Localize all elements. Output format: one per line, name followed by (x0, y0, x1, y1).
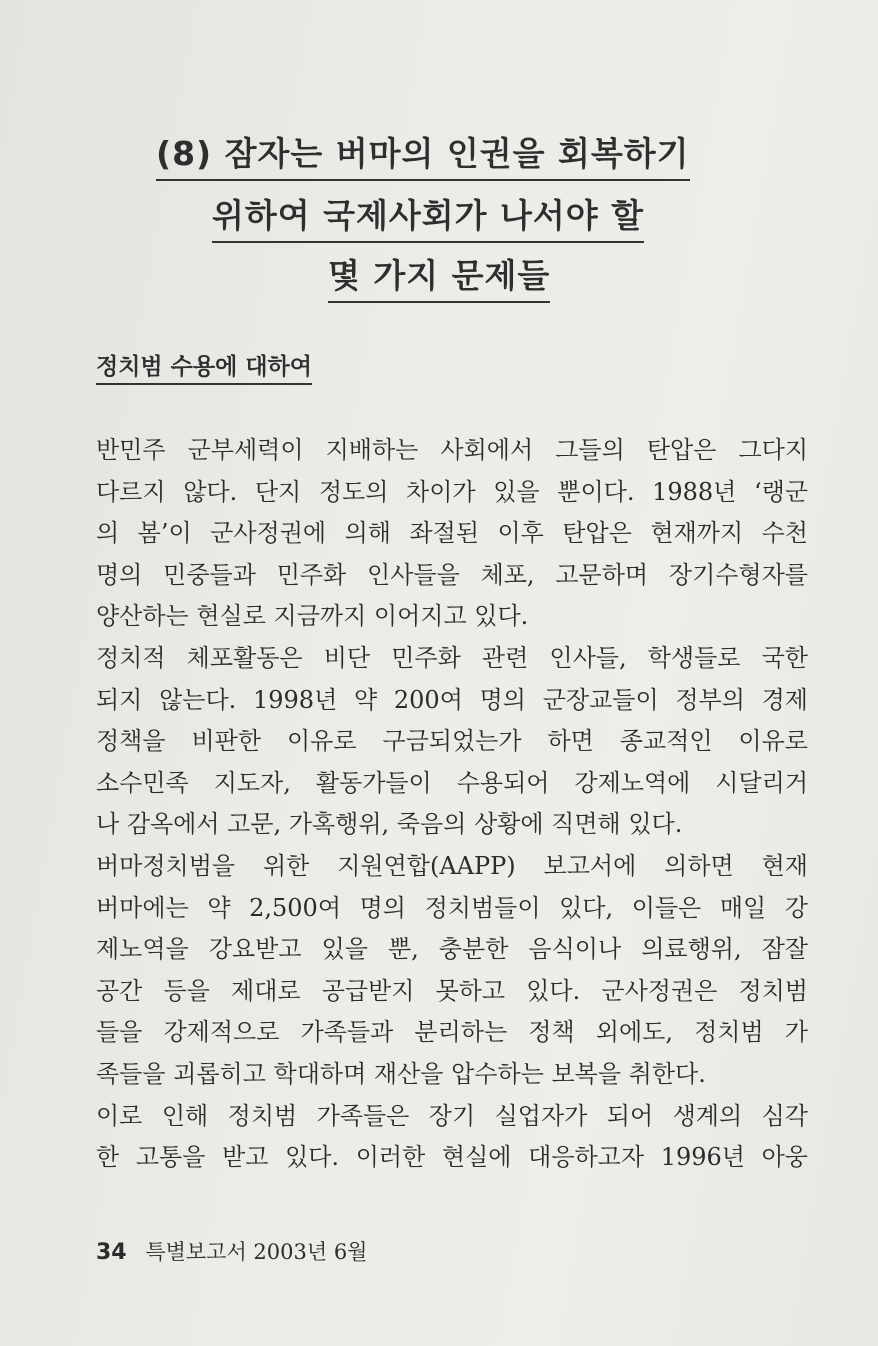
body-line: 소수민족 지도자, 활동가들이 수용되어 강제노역에 시달리거 (96, 768, 808, 797)
body-line: 정치적 체포활동은 비단 민주화 관련 인사들, 학생들로 국한 (96, 643, 808, 672)
body-line: 족들을 괴롭히고 학대하며 재산을 압수하는 보복을 취한다. (96, 1059, 706, 1088)
body-line: 공간 등을 제대로 공급받지 못하고 있다. 군사정권은 정치범 (96, 976, 808, 1005)
page-footer (96, 1236, 367, 1266)
body-line: 버마정치범을 위한 지원연합(AAPP) 보고서에 의하면 현재 (96, 851, 808, 880)
chapter-title-line-1: (8) 잠자는 버마의 인권을 회복하기 (156, 128, 690, 181)
body-line: 한 고통을 받고 있다. 이러한 현실에 대응하고자 1996년 아웅 (96, 1143, 808, 1172)
body-line: 나 감옥에서 고문, 가혹행위, 죽음의 상황에 직면해 있다. (96, 810, 683, 839)
body-line: 들을 강제적으로 가족들과 분리하는 정책 외에도, 정치범 가 (96, 1018, 808, 1047)
body-text (96, 430, 808, 1179)
body-line: 이로 인해 정치범 가족들은 장기 실업자가 되어 생계의 심각 (96, 1101, 808, 1130)
body-line: 되지 않는다. 1998년 약 200여 명의 군장교들이 정부의 경제 (96, 685, 808, 714)
body-line: 양산하는 현실로 지금까지 이어지고 있다. (96, 602, 529, 631)
body-line: 의 봄’이 군사정권에 의해 좌절된 이후 탄압은 현재까지 수천 (96, 519, 808, 548)
chapter-title-line-2: 위하여 국제사회가 나서야 할 (212, 190, 644, 243)
publication-label: 특별보고서 2003년 6월 (145, 1240, 368, 1264)
body-line: 다르지 않다. 단지 정도의 차이가 있을 뿐이다. 1988년 ‘랭군 (96, 477, 808, 506)
body-line: 제노역을 강요받고 있을 뿐, 충분한 음식이나 의료행위, 잠잘 (96, 935, 808, 964)
body-line: 정책을 비판한 이유로 구금되었는가 하면 종교적인 이유로 (96, 727, 808, 756)
body-line: 명의 민중들과 민주화 인사들을 체포, 고문하며 장기수형자를 (96, 560, 808, 589)
page-number: 34 (96, 1240, 127, 1265)
section-heading: 정치범 수용에 대하여 (96, 348, 312, 385)
chapter-title-line-3: 몇 가지 문제들 (328, 250, 550, 303)
body-line: 버마에는 약 2,500여 명의 정치범들이 있다, 이들은 매일 강 (96, 893, 808, 922)
body-line: 반민주 군부세력이 지배하는 사회에서 그들의 탄압은 그다지 (96, 436, 808, 464)
